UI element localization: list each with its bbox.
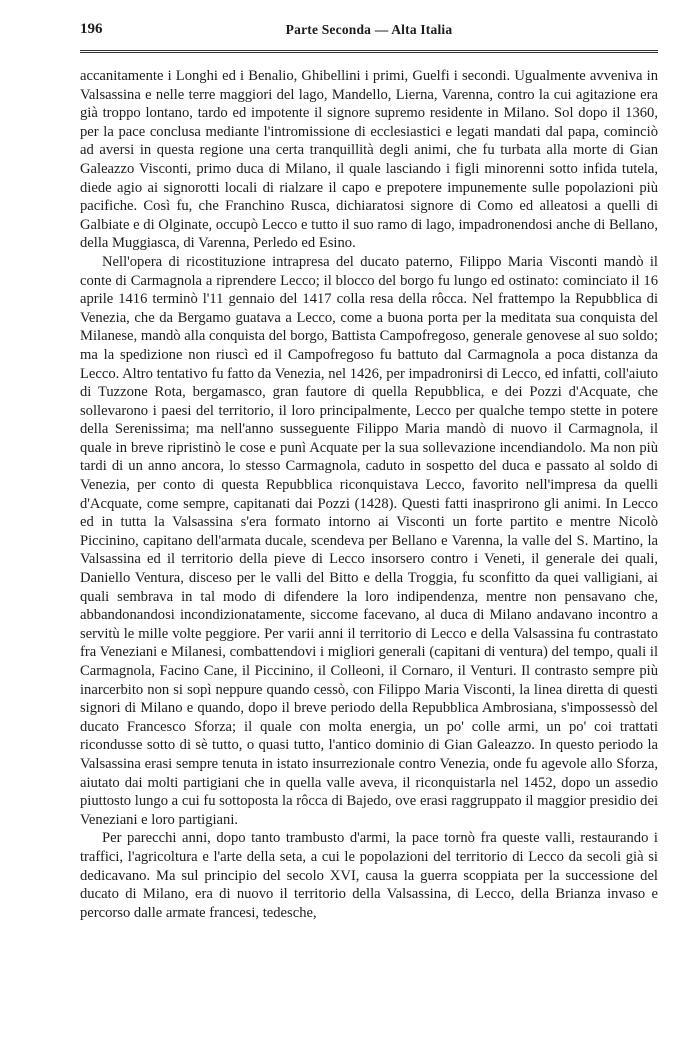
body-text bbox=[80, 67, 658, 922]
paragraph-continuation: accanitamente i Longhi ed i Benalio, Ghibellini i primi, Guelfi i secondi. Ugualmente avveniva in Valsassina e nelle terre maggiori del lago, Mandello, Lierna, Varenna, contro la cui agitazione era già troppo lontano, tardo ed impotente il signore supremo residente in Milano. Sol dopo il 1360, per la pace conclusa mediante l'intromissione di ecclesiastici e legati mandati dal papa, cominciò ad aversi in questa regione una certa tranquillità degli animi, che fu turbata alla morte di Gian Galeazzo Visconti, primo duca di Milano, il quale lasciando i figli minorenni sotto infida tutela, diede agio ai signorotti locali di rialzare il capo e prepotere impunemente sulle popolazioni più pacifiche. Così fu, che Franchino Rusca, dichiaratosi signore di Como ed alleatosi a quelli di Galbiate e di Olginate, occupò Lecco e tutto il suo ramo di lago, impadronendosi anche di Bellano, della Muggiasca, di Varenna, Perledo ed Esino. bbox=[80, 68, 658, 252]
book-page bbox=[80, 18, 658, 922]
running-title: Parte Seconda — Alta Italia bbox=[285, 22, 453, 37]
page-number: 196 bbox=[80, 21, 103, 37]
header-rule bbox=[80, 50, 658, 53]
page-header bbox=[80, 18, 658, 42]
paragraph-carmagnola: Nell'opera di ricostituzione intrapresa del ducato paterno, Filippo Maria Visconti mandò il conte di Carmagnola a riprendere Lecco; il blocco del borgo fu lungo ed ostinato: cominciato il 16 aprile 1416 terminò l'11 gennaio del 1417 colla resa della rôcca. Nel frattempo la Repubblica di Venezia, che da Bergamo guatava a Lecco, come a buona porta per la meditata sua conquista del Milanese, mandò alla conquista del borgo, Battista Campofregoso, generale genovese al suo soldo; ma la spedizione non riuscì ed il Campofregoso fu battuto dal Carmagnola a poca distanza da Lecco. Altro tentativo fu fatto da Venezia, nel 1426, per impadronirsi di Lecco, ed infatti, coll'aiuto di Tuzzone Rota, bergamasco, gran fautore di quella Repubblica, e dei Pozzi d'Acquate, che sollevarono i paesi del territorio, il loro principalmente, Lecco per qualche tempo stette in potere della Serenissima; ma nell'anno susseguente Filippo Maria mandò di nuovo il Carmagnola, il quale in breve ripristinò le cose e punì Acquate per la sua sollevazione incendiandolo. Ma non più tardi di un anno ancora, lo stesso Carmagnola, caduto in sospetto del duca e passato al soldo di Venezia, per conto di questa Repubblica riconquistava Lecco, favorito nell'impresa da quelli d'Acquate, come sempre, capitanati dai Pozzi (1428). Questi fatti inasprirono gli animi. In Lecco ed in tutta la Valsassina s'era formato intorno ai Visconti un forte partito e mentre Nicolò Piccinino, capitano dell'armata ducale, scendeva per Bellano e Varenna, la valle del S. Martino, la Valsassina ed il territorio della pieve di Lecco insorsero contro i Veneti, il generale dei quali, Daniello Ventura, disceso per le valli del Bitto e della Troggia, fu sconfitto da quei valligiani, ai quali sembrava in tal modo di difendere la loro indipendenza, mentre non pensavano che, abbandonandosi incondizionatamente, siccome facevano, al duca di Milano andavano incontro a servitù le mille volte peggiore. Per varii anni il territorio di Lecco e della Valsassina fu contrastato fra Veneziani e Milanesi, combattendovi i migliori generali (capitani di ventura) del tempo, quali il Carmagnola, Facino Cane, il Piccinino, il Colleoni, il Cornaro, il Venturi. Il contrasto sempre più inarcerbito non si sopì neppure quando cessò, con Filippo Maria Visconti, la linea diretta di questi signori di Milano e quando, dopo il breve periodo della Repubblica Ambrosiana, s'impossessò del ducato Francesco Sforza; il quale con molta energia, un po' colle armi, un po' coi trattati ricondusse sotto di sè tutto, o quasi tutto, l'antico dominio di Gian Galeazzo. In questo periodo la Valsassina erasi sempre tenuta in istato insurrezionale contro Venezia, onde fu agevole allo Sforza, aiutato dai molti partigiani che in quella valle aveva, il riconquistarla nel 1452, dopo un assedio piuttosto lungo a cui fu sottoposta la rôcca di Bajedo, ove erasi raggruppato il maggior presidio dei Veneziani e loro partigiani. bbox=[80, 253, 658, 828]
paragraph-peace: Per parecchi anni, dopo tanto trambusto d'armi, la pace tornò fra queste valli, restaurando i traffici, l'agricoltura e l'arte della seta, a cui le popolazioni del territorio di Lecco da secoli già si dedicavano. Ma sul principio del secolo XVI, causa la guerra scoppiata per la successione del ducato di Milano, era di nuovo il territorio della Valsassina, di Lecco, della Brianza invaso e percorso dalle armate francesi, tedesche, bbox=[80, 830, 658, 921]
